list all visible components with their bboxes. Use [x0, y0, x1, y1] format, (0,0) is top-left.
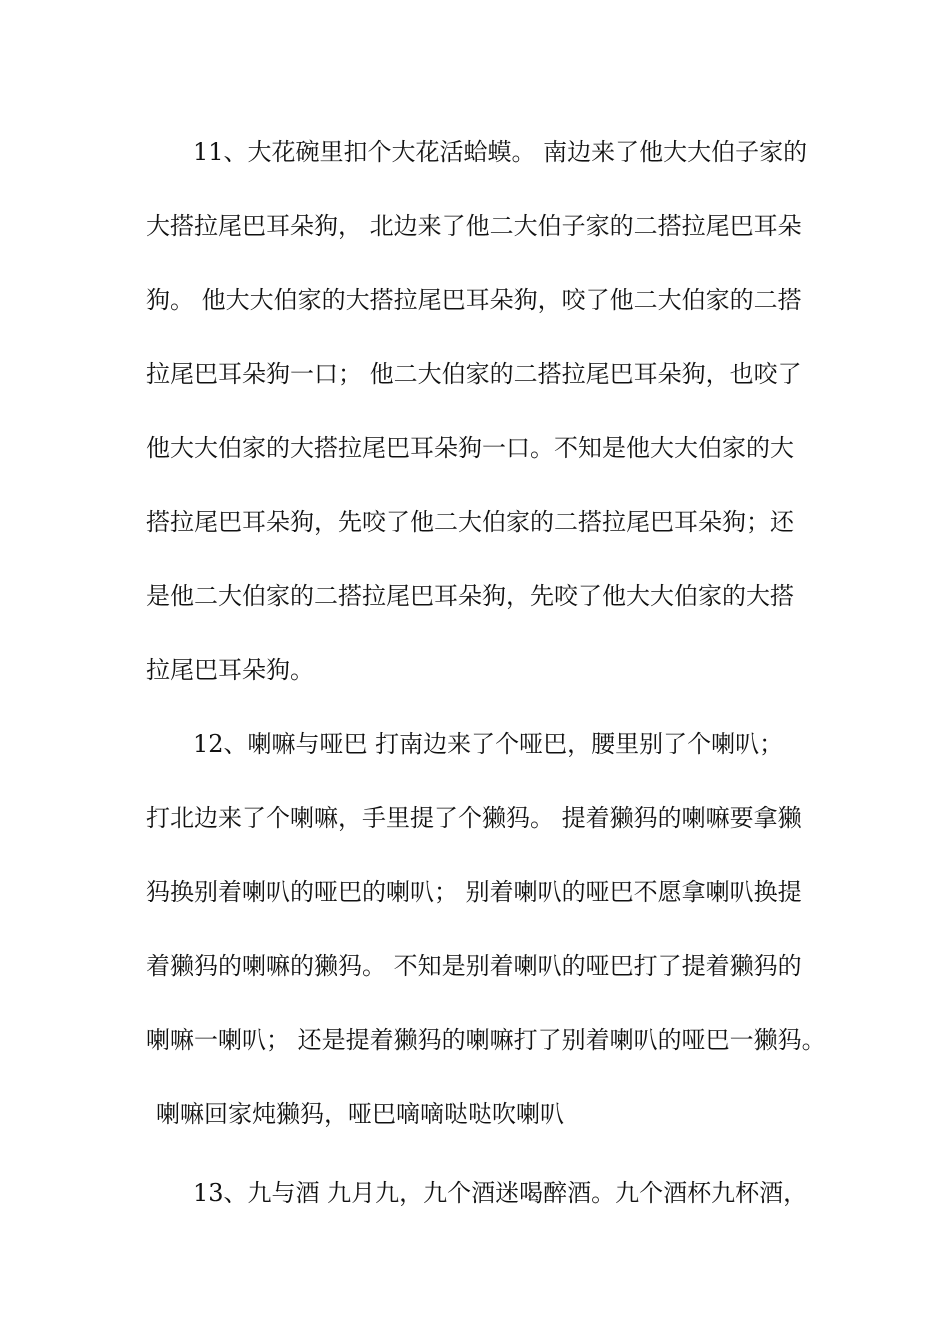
paragraph-11-line-4: 拉尾巴耳朵狗一口； 他二大伯家的二搭拉尾巴耳朵狗，也咬了 [146, 360, 802, 388]
paragraph-11-line-3: 狗。 他大大伯家的大搭拉尾巴耳朵狗，咬了他二大伯家的二搭 [146, 286, 802, 314]
paragraph-11-line-7: 是他二大伯家的二搭拉尾巴耳朵狗，先咬了他大大伯家的大搭 [146, 582, 794, 610]
paragraph-11-line-1: 11、大花碗里扣个大花活蛤蟆。 南边来了他大大伯子家的 [193, 138, 808, 166]
paragraph-11-line-6: 搭拉尾巴耳朵狗，先咬了他二大伯家的二搭拉尾巴耳朵狗；还 [146, 508, 794, 536]
paragraph-11-line-5: 他大大伯家的大搭拉尾巴耳朵狗一口。不知是他大大伯家的大 [146, 434, 794, 462]
paragraph-11-line-2: 大搭拉尾巴耳朵狗， 北边来了他二大伯子家的二搭拉尾巴耳朵 [146, 212, 802, 240]
paragraph-12-line-2: 打北边来了个喇嘛，手里提了个獭犸。 提着獭犸的喇嘛要拿獭 [146, 804, 802, 832]
paragraph-12-line-4: 着獭犸的喇嘛的獭犸。 不知是别着喇叭的哑巴打了提着獭犸的 [146, 952, 802, 980]
paragraph-11-line-8: 拉尾巴耳朵狗。 [146, 656, 314, 684]
paragraph-12-line-5: 喇嘛一喇叭； 还是提着獭犸的喇嘛打了别着喇叭的哑巴一獭犸。 [146, 1026, 826, 1054]
paragraph-12-line-3: 犸换别着喇叭的哑巴的喇叭； 别着喇叭的哑巴不愿拿喇叭换提 [146, 878, 802, 906]
paragraph-12-line-6: 喇嘛回家炖獭犸，哑巴嘀嘀哒哒吹喇叭 [156, 1100, 564, 1128]
paragraph-13-line-1: 13、九与酒 九月九，九个酒迷喝醉酒。九个酒杯九杯酒， [193, 1179, 808, 1207]
paragraph-12-line-1: 12、喇嘛与哑巴 打南边来了个哑巴，腰里别了个喇叭； [193, 730, 784, 758]
